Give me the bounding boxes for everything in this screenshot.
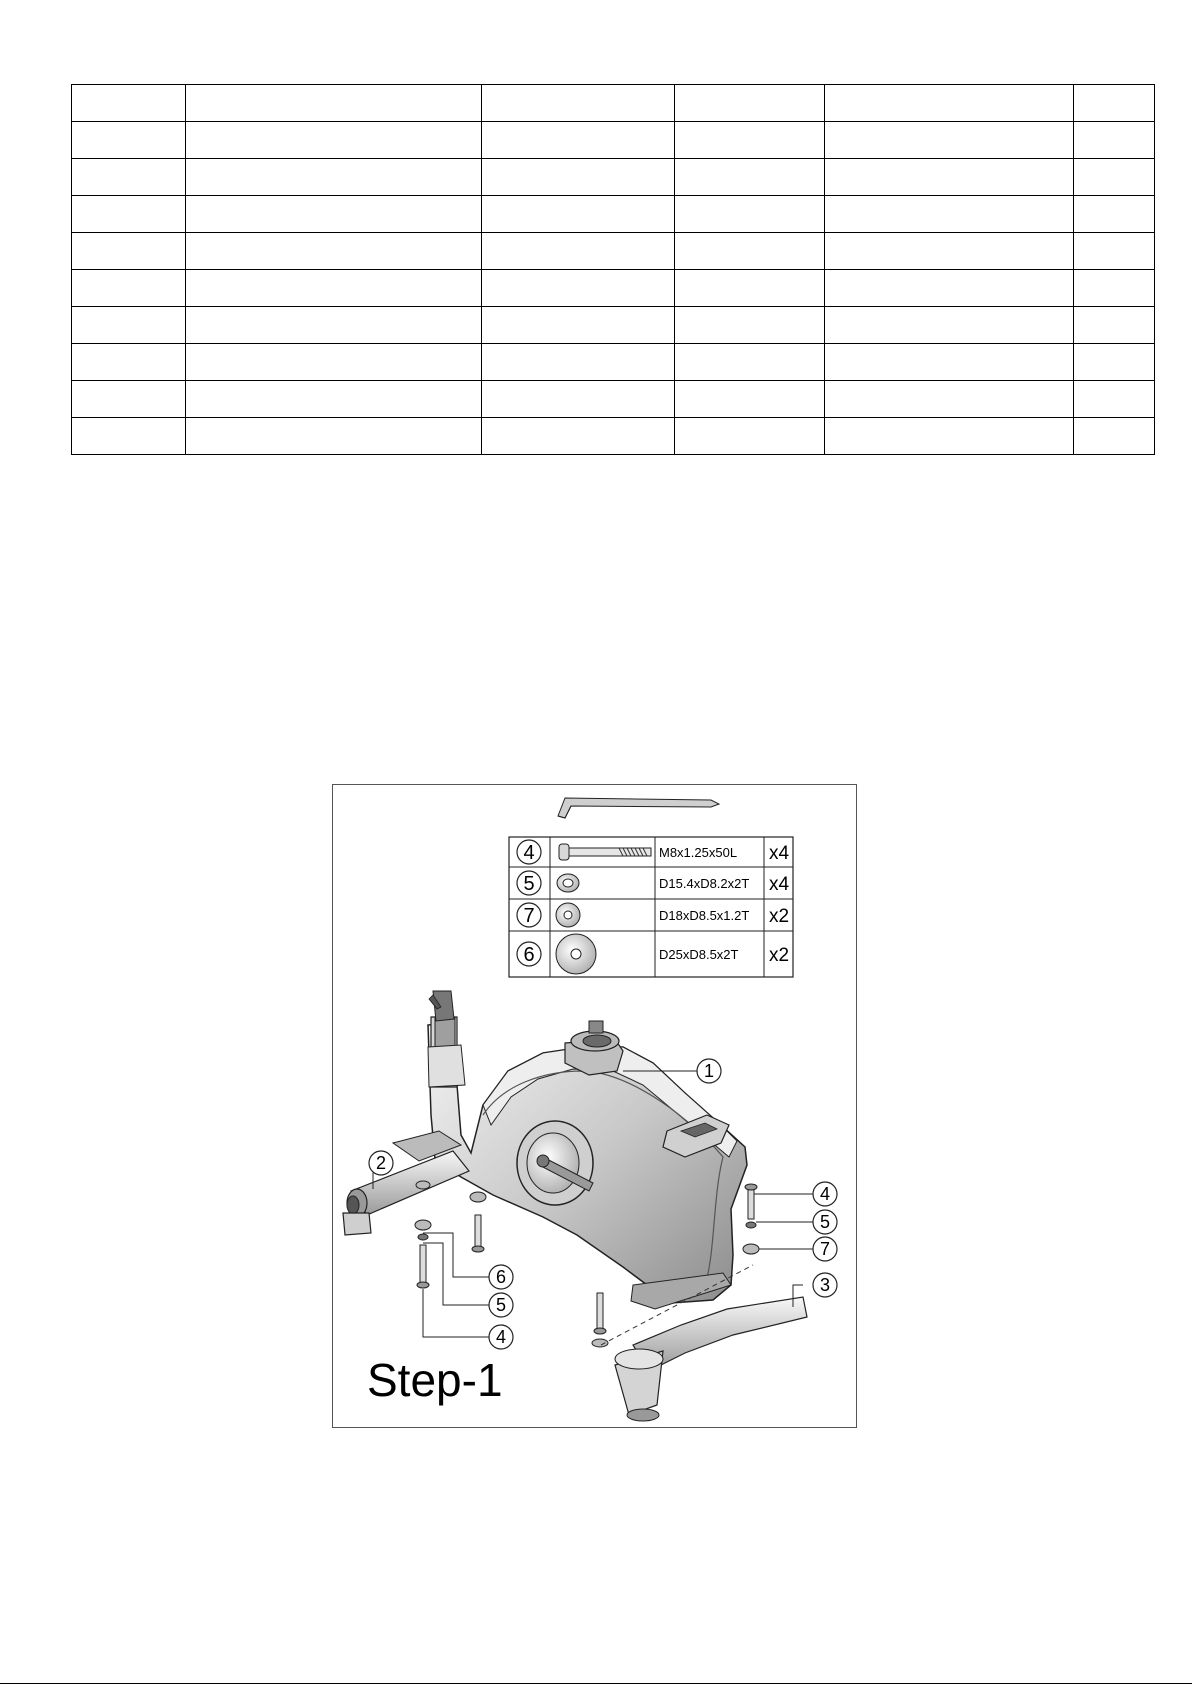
table-cell: [825, 381, 1074, 418]
table-cell: [1074, 307, 1155, 344]
table-row: [72, 307, 1155, 344]
table-row: [72, 159, 1155, 196]
table-row: [72, 196, 1155, 233]
table-cell: [186, 196, 482, 233]
table-cell: [825, 85, 1074, 122]
table-row: [72, 418, 1155, 455]
table-cell: [72, 418, 186, 455]
parts-list-table-wrapper: [71, 84, 1155, 455]
table-cell: [1074, 381, 1155, 418]
spring-washer-icon: [557, 874, 579, 892]
table-cell: [186, 122, 482, 159]
table-row: [72, 233, 1155, 270]
callout-left-spring-washer: 5: [495, 1295, 507, 1315]
table-cell: [186, 270, 482, 307]
large-washer-icon: [556, 934, 596, 974]
table-cell: [825, 196, 1074, 233]
table-cell: [482, 196, 675, 233]
table-cell: [675, 270, 825, 307]
callout-right-flat-washer: 7: [819, 1239, 831, 1259]
hardware-spec: M8x1.25x50L: [659, 845, 738, 860]
front-stabilizer-drawing: [343, 1151, 469, 1235]
bike-frame-drawing: [393, 991, 747, 1309]
table-cell: [675, 196, 825, 233]
table-cell: [825, 270, 1074, 307]
table-cell: [675, 307, 825, 344]
hardware-number: 5: [523, 873, 535, 895]
table-cell: [482, 159, 675, 196]
flat-washer-icon: [556, 903, 580, 927]
hardware-spec: D18xD8.5x1.2T: [659, 908, 750, 923]
table-cell: [675, 344, 825, 381]
table-cell: [186, 381, 482, 418]
table-cell: [482, 122, 675, 159]
table-cell: [1074, 159, 1155, 196]
allen-wrench-icon: [558, 798, 719, 818]
table-cell: [72, 270, 186, 307]
table-cell: [72, 122, 186, 159]
hardware-number: 6: [523, 944, 535, 966]
table-row: [72, 122, 1155, 159]
table-cell: [825, 122, 1074, 159]
table-cell: [186, 418, 482, 455]
table-cell: [825, 233, 1074, 270]
table-cell: [72, 85, 186, 122]
hardware-number: 4: [523, 842, 535, 864]
table-cell: [1074, 196, 1155, 233]
table-cell: [675, 233, 825, 270]
table-cell: [482, 381, 675, 418]
hardware-number: 7: [523, 905, 535, 927]
table-cell: [825, 307, 1074, 344]
table-cell: [825, 159, 1074, 196]
rear-stabilizer-drawing: [615, 1297, 807, 1421]
assembly-figure: [332, 784, 857, 1428]
callout-left-bolt: 4: [495, 1327, 507, 1347]
table-cell: [482, 344, 675, 381]
callout-front-stabilizer: 2: [375, 1153, 387, 1173]
table-cell: [72, 307, 186, 344]
table-cell: [1074, 233, 1155, 270]
table-cell: [72, 196, 186, 233]
table-cell: [72, 159, 186, 196]
table-cell: [482, 307, 675, 344]
hardware-qty: x2: [768, 906, 790, 927]
callout-right-bolt: 4: [819, 1184, 831, 1204]
table-cell: [1074, 85, 1155, 122]
table-cell: [186, 85, 482, 122]
table-cell: [186, 307, 482, 344]
hardware-qty: x4: [768, 843, 790, 864]
table-cell: [1074, 418, 1155, 455]
callout-frame: 1: [703, 1061, 715, 1081]
table-cell: [482, 85, 675, 122]
bottom-rule: [0, 1683, 1192, 1684]
table-row: [72, 270, 1155, 307]
callout-left-large-washer: 6: [495, 1267, 507, 1287]
table-cell: [825, 418, 1074, 455]
parts-list-table: [71, 84, 1155, 455]
table-cell: [482, 418, 675, 455]
table-cell: [72, 233, 186, 270]
table-cell: [825, 344, 1074, 381]
table-cell: [72, 344, 186, 381]
table-row: [72, 85, 1155, 122]
table-cell: [1074, 122, 1155, 159]
assembly-drawing: [333, 785, 857, 1428]
table-cell: [72, 381, 186, 418]
table-cell: [675, 159, 825, 196]
hardware-spec: D15.4xD8.2x2T: [659, 876, 750, 891]
table-cell: [1074, 270, 1155, 307]
table-cell: [675, 85, 825, 122]
hardware-table: [509, 837, 793, 977]
table-cell: [1074, 344, 1155, 381]
left-fasteners-drawing: [415, 1181, 489, 1337]
table-cell: [675, 418, 825, 455]
table-cell: [675, 381, 825, 418]
callout-right-spring-washer: 5: [819, 1212, 831, 1232]
hardware-qty: x2: [768, 945, 790, 966]
table-cell: [186, 159, 482, 196]
table-cell: [186, 344, 482, 381]
callout-rear-stabilizer: 3: [819, 1275, 831, 1295]
hardware-qty: x4: [768, 874, 790, 895]
table-cell: [482, 233, 675, 270]
hardware-spec: D25xD8.5x2T: [659, 947, 739, 962]
step-label: Step-1: [367, 1354, 503, 1406]
table-cell: [186, 233, 482, 270]
table-cell: [675, 122, 825, 159]
table-row: [72, 381, 1155, 418]
table-cell: [482, 270, 675, 307]
table-row: [72, 344, 1155, 381]
